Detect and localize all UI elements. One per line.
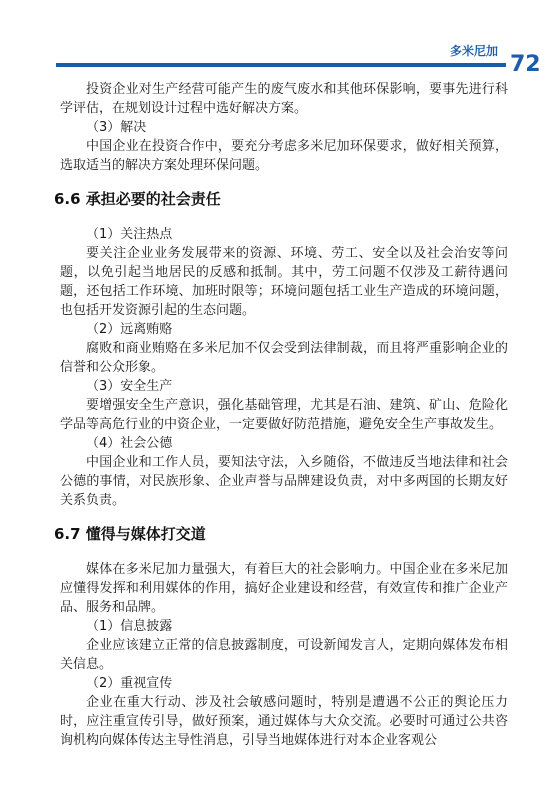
page-number: 72 [510,52,541,77]
section-heading-6-6: 6.6 承担必要的社会责任 [54,190,221,208]
paragraph: 中国企业在投资合作中，要充分考虑多米尼加环保要求，做好相关预算，选取适当的解决方案处理环保问题。 [60,139,508,173]
paragraph: 中国企业和工作人员，要知法守法，入乡随俗，不做违反当地法律和社会公德的事情，对民族形象、企业声誉与品牌建设负责，对中多两国的长期友好关系负责。 [60,455,508,508]
header-country-title: 多米尼加 [449,44,498,58]
subheading: （2）重视宣传 [86,676,173,691]
paragraph: 要增强安全生产意识，强化基础管理，尤其是石油、建筑、矿山、危险化学品等高危行业的中资企业，一定要做好防范措施，避免安全生产事故发生。 [60,398,508,432]
subheading: （2）远离贿赂 [86,322,173,337]
paragraph: 投资企业对生产经营可能产生的废气废水和其他环保影响，要事先进行科学评估，在规划设计过程中选好解决方案。 [60,82,508,116]
header-divider [56,63,506,67]
paragraph: 要关注企业业务发展带来的资源、环境、劳工、安全以及社会治安等问题，以免引起当地居民的反感和抵制。其中，劳工问题不仅涉及工薪待遇问题，还包括工作环境、加班时限等；环境问题包括工业生产造成的环境问题，也包括开发资源引起的生态问题。 [60,246,508,318]
paragraph: 企业应该建立正常的信息披露制度，可设新闻发言人，定期向媒体发布相关信息。 [60,638,508,672]
subheading: （1）信息披露 [86,619,173,634]
subheading: （4）社会公德 [86,436,173,451]
paragraph: 媒体在多米尼加力量强大，有着巨大的社会影响力。中国企业在多米尼加应懂得发挥和利用媒体的作用，搞好企业建设和经营，有效宣传和推广企业产品、服务和品牌。 [60,562,508,615]
subheading: （3）解决 [86,120,147,135]
page-body [54,80,508,750]
section-heading-6-7: 6.7 懂得与媒体打交道 [54,525,206,543]
paragraph: 企业在重大行动、涉及社会敏感问题时，特别是遭遇不公正的舆论压力时，应注重宣传引导，做好预案，通过媒体与大众交流。必要时可通过公共咨询机构向媒体传达主导性消息，引导当地媒体进行对本企业客观公 [60,695,508,748]
subheading: （1）关注热点 [86,227,173,242]
paragraph: 腐败和商业贿赂在多米尼加不仅会受到法律制裁，而且将严重影响企业的信誉和公众形象。 [60,341,508,375]
subheading: （3）安全生产 [86,379,173,394]
